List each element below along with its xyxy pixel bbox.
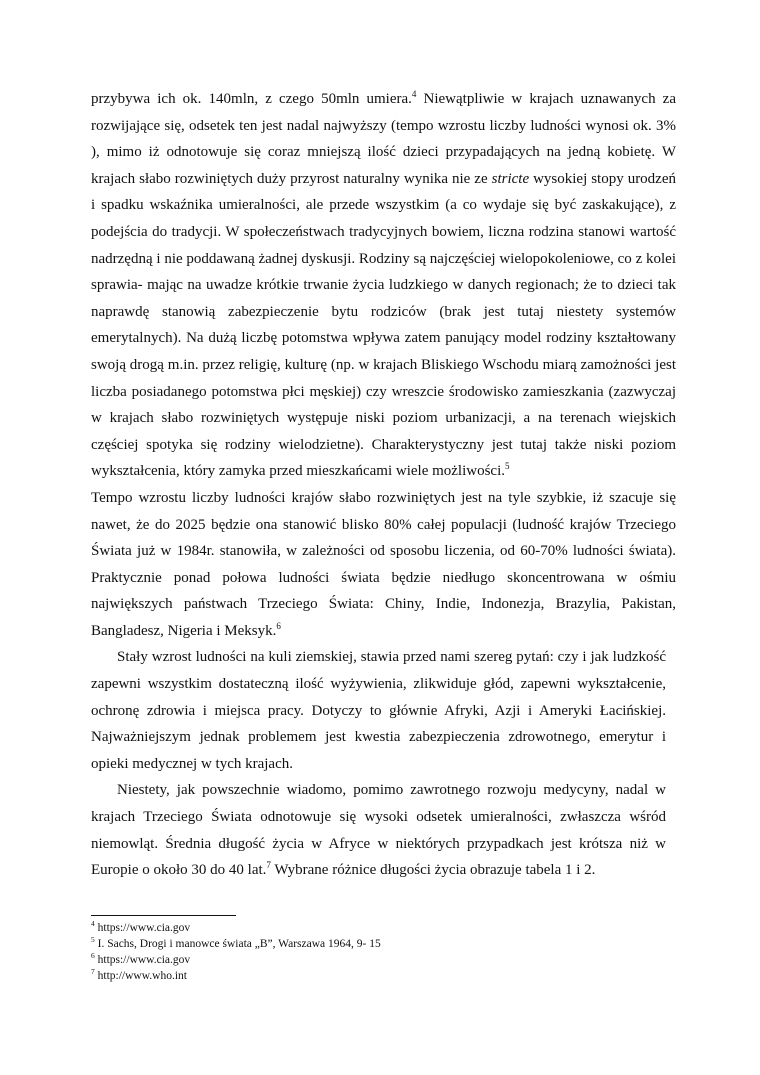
footnote-text: https://www.cia.gov bbox=[94, 922, 191, 934]
footnote-list bbox=[91, 920, 676, 984]
footnote-text: https://www.cia.gov bbox=[94, 954, 191, 966]
footnote-number: 6 bbox=[91, 951, 95, 961]
footnote-number: 5 bbox=[91, 935, 95, 945]
paragraph bbox=[91, 777, 666, 883]
footnote-ref: 5 bbox=[505, 461, 510, 472]
footnotes bbox=[91, 915, 676, 984]
footnote-text: I. Sachs, Drogi i manowce świata „B”, Warszawa 1964, 9- 15 bbox=[94, 938, 381, 950]
text-run: wysokiej stopy urodzeń i spadku wskaźnika umieralności, ale przede wszystkim (a co wydaje się być zaskakujące), z podejścia do tradycji. W społeczeństwach tradycyjnych bowiem, liczna rodzina stanowi wartość nadrzędną i nie poddawaną żadnej dyskusji. Rodziny są najczęściej wielopokoleniowe, co z kolei sprawia- mając na uwadze krótkie trwanie życia ludzkiego w danych regionach; że to dzieci tak naprawdę stanowią zabezpieczenie bytu rodziców (brak jest tutaj niestety systemów emerytalnych). Na dużą liczbę potomstwa wpływa zatem panujący model rodziny kształtowany swoją drogą m.in. przez religię, kulturę (np. w krajach Bliskiego Wschodu miarą zamożności jest liczba posiadanego potomstwa płci męskiej) czy wreszcie środowisko zamieszkania (zazwyczaj w krajach słabo rozwiniętych występuje niski poziom urbanizacji, a na terenach wiejskich częściej spotyka się rodziny wielodzietne). Charakterystyczny jest tutaj także niski poziom wykształcenia, który zamyka przed mieszkańcami wiele możliwości. bbox=[91, 170, 677, 480]
footnote-ref: 4 bbox=[411, 89, 417, 99]
footnote-number: 4 bbox=[91, 919, 95, 929]
text-run: Wybrane różnice długości życia obrazuje tabela 1 i 2. bbox=[270, 862, 596, 879]
footnote bbox=[91, 968, 676, 984]
footnote bbox=[91, 936, 676, 952]
italic-text: stricte bbox=[491, 170, 530, 187]
paragraph bbox=[91, 644, 666, 777]
footnote-number: 7 bbox=[91, 967, 95, 977]
footnote-text: http://www.who.int bbox=[94, 970, 187, 982]
text-run: Stały wzrost ludności na kuli ziemskiej, stawia przed nami szereg pytań: czy i jak ludzkość zapewni wszystkim dostateczną ilość wyżywienia, zlikwiduje głód, zapewni wykształcenie, ochronę zdrowia i miejsca pracy. Dotyczy to głównie Afryki, Azji i Ameryki Łacińskiej. Najważniejszym jednak problemem jest kwestia zabezpieczenia zdrowotnego, emerytur i opieki medycznej w tych krajach. bbox=[91, 649, 666, 772]
text-run: Niestety, jak powszechnie wiadomo, pomimo zawrotnego rozwoju medycyny, nadal w krajach Trzeciego Świata odnotowuje się wysoki odsetek umieralności, zwłaszcza wśród niemowląt. Średnia długość życia w Afryce w niektórych przypadkach jest krótsza niż w Europie o około 30 do 40 lat. bbox=[91, 782, 666, 879]
footnote-ref: 6 bbox=[276, 620, 281, 631]
paragraph bbox=[91, 485, 676, 645]
footnote bbox=[91, 952, 676, 968]
body-text bbox=[91, 86, 676, 884]
text-run: przybywa ich ok. 140mln, z czego 50mln umiera. bbox=[91, 91, 412, 107]
footnote-ref: 7 bbox=[266, 860, 271, 871]
footnote bbox=[91, 920, 676, 936]
text-run: Niewątpliwie w krajach uznawanych za rozwijające się, odsetek ten jest nadal najwyższy (tempo wzrostu liczby ludności wynosi ok. 3% ), mimo iż odnotowuje się coraz mniejszą ilość dzieci przypadających na jedną kobietę. W krajach słabo rozwiniętych duży przyrost naturalny wynika nie ze bbox=[91, 91, 676, 187]
paragraph bbox=[91, 86, 676, 485]
text-run: Tempo wzrostu liczby ludności krajów słabo rozwiniętych jest na tyle szybkie, iż szacuje się nawet, że do 2025 będzie ona stanowić blisko 80% całej populacji (ludność krajów Trzeciego Świata już w 1984r. stanowiła, w zależności od sposobu liczenia, od 60-70% ludności świata). Praktycznie ponad połowa ludności świata będzie niedługo skoncentrowana w ośmiu największych państwach Trzeciego Świata: Chiny, Indie, Indonezja, Brazylia, Pakistan, Bangladesz, Nigeria i Meksyk. bbox=[91, 489, 676, 639]
footnote-separator bbox=[91, 915, 236, 916]
